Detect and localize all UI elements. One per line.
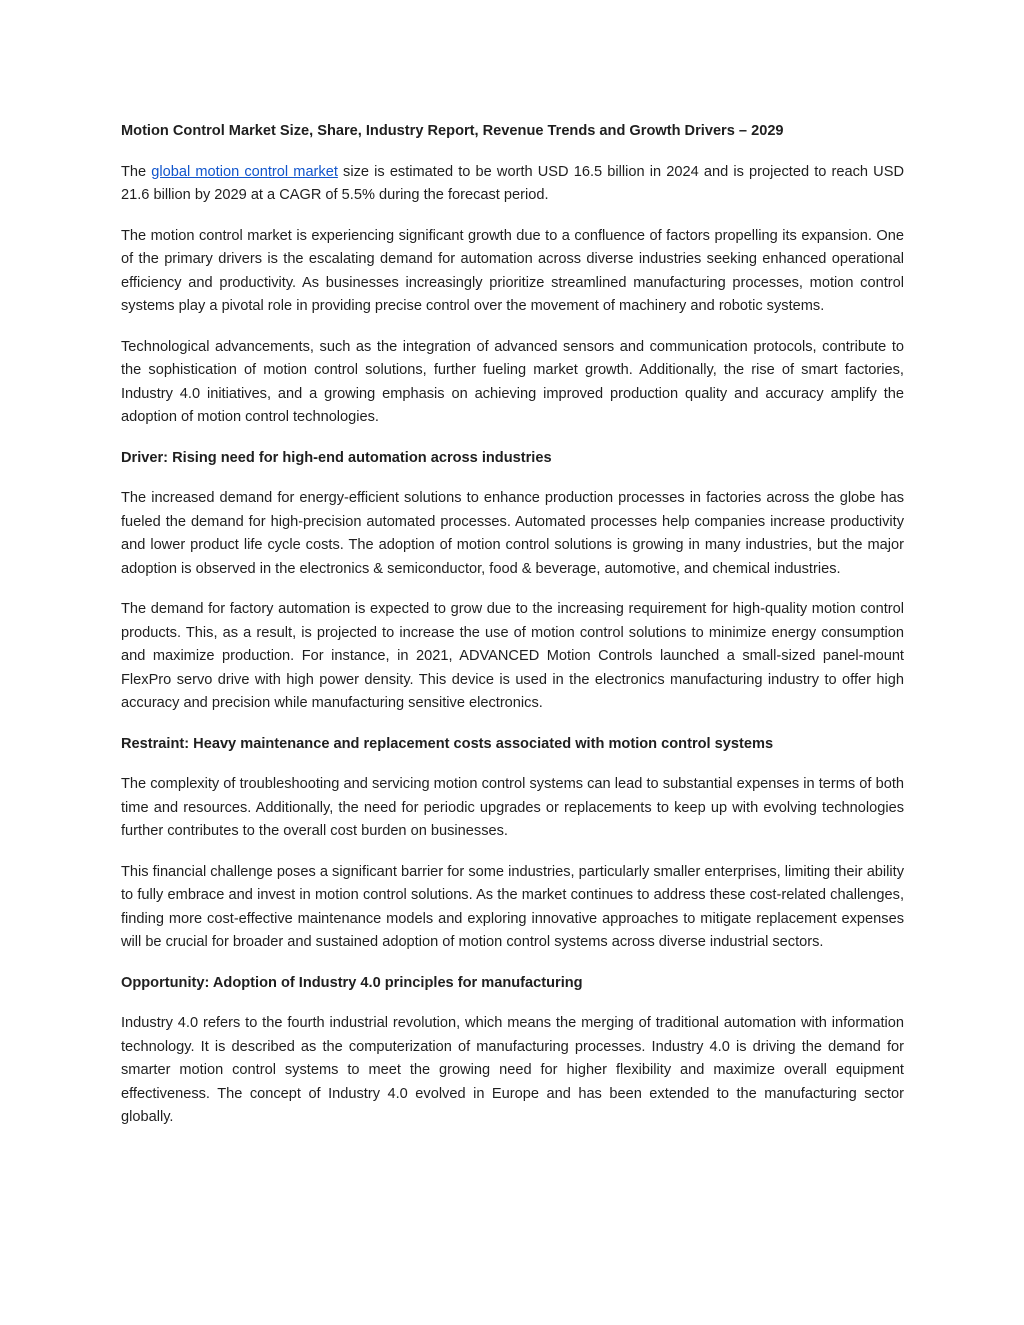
intro-suffix: size is estimated to be worth USD 16.5 billion in 2024 and is projected to reach USD 21.6 billion by 2029 at a CAGR of 5.5% during the forecast period. (121, 163, 904, 203)
opportunity-paragraph: Industry 4.0 refers to the fourth industrial revolution, which means the merging of traditional automation with information technology. It is described as the computerization of manufacturing processes. Industry 4.0 is driving the demand for smarter motion control systems to meet the growing need for higher flexibility and maximize overall equipment effectiveness. The concept of Industry 4.0 evolved in Europe and has been extended to the manufacturing sector globally. (121, 1015, 904, 1125)
body-paragraph: The motion control market is experiencing significant growth due to a confluence of factors propelling its expansion. One of the primary drivers is the escalating demand for automation across diverse industries seeking enhanced operational efficiency and productivity. As businesses increasingly prioritize streamlined manufacturing processes, motion control systems play a pivotal role in providing precise control over the movement of machinery and robotic systems. (121, 227, 904, 314)
market-link[interactable]: global motion control market (151, 163, 338, 180)
restraint-paragraph: This financial challenge poses a significant barrier for some industries, particularly smaller enterprises, limiting their ability to fully embrace and invest in motion control solutions. As the market continues to address these cost-related challenges, finding more cost-effective maintenance models and exploring innovative approaches to mitigate replacement expenses will be crucial for broader and sustained adoption of motion control systems across diverse industrial sectors. (121, 863, 904, 950)
driver-paragraph: The increased demand for energy-efficient solutions to enhance production processes in factories across the globe has fueled the demand for high-precision automated processes. Automated processes help companies increase productivity and lower product life cycle costs. The adoption of motion control solutions is growing in many industries, but the major adoption is observed in the electronics & semiconductor, food & beverage, automotive, and chemical industries. (121, 490, 904, 577)
restraint-heading: Restraint: Heavy maintenance and replacement costs associated with motion control systems (121, 735, 774, 752)
intro-prefix: The (121, 163, 152, 180)
driver-paragraph: The demand for factory automation is expected to grow due to the increasing requirement for high-quality motion control products. This, as a result, is projected to increase the use of motion control solutions to minimize energy consumption and maximize production. For instance, in 2021, ADVANCED Motion Controls launched a small-sized panel-mount FlexPro servo drive with high power density. This device is used in the electronics manufacturing industry to offer high accuracy and precision while manufacturing sensitive electronics. (121, 601, 904, 711)
restraint-paragraph: The complexity of troubleshooting and servicing motion control systems can lead to substantial expenses in terms of both time and resources. Additionally, the need for periodic upgrades or replacements to keep up with evolving technologies further contributes to the overall cost burden on businesses. (121, 776, 904, 839)
document-title: Motion Control Market Size, Share, Industry Report, Revenue Trends and Growth Drivers – 2029 (121, 123, 784, 139)
body-paragraph: Technological advancements, such as the integration of advanced sensors and communication protocols, contribute to the sophistication of motion control solutions, further fueling market growth. Additionally, the rise of smart factories, Industry 4.0 initiatives, and a growing emphasis on achieving improved production quality and accuracy amplify the adoption of motion control technologies. (121, 338, 904, 425)
opportunity-heading: Opportunity: Adoption of Industry 4.0 principles for manufacturing (121, 974, 583, 991)
intro-paragraph (121, 161, 904, 208)
document-page (121, 120, 904, 1147)
driver-heading: Driver: Rising need for high-end automation across industries (121, 449, 552, 466)
